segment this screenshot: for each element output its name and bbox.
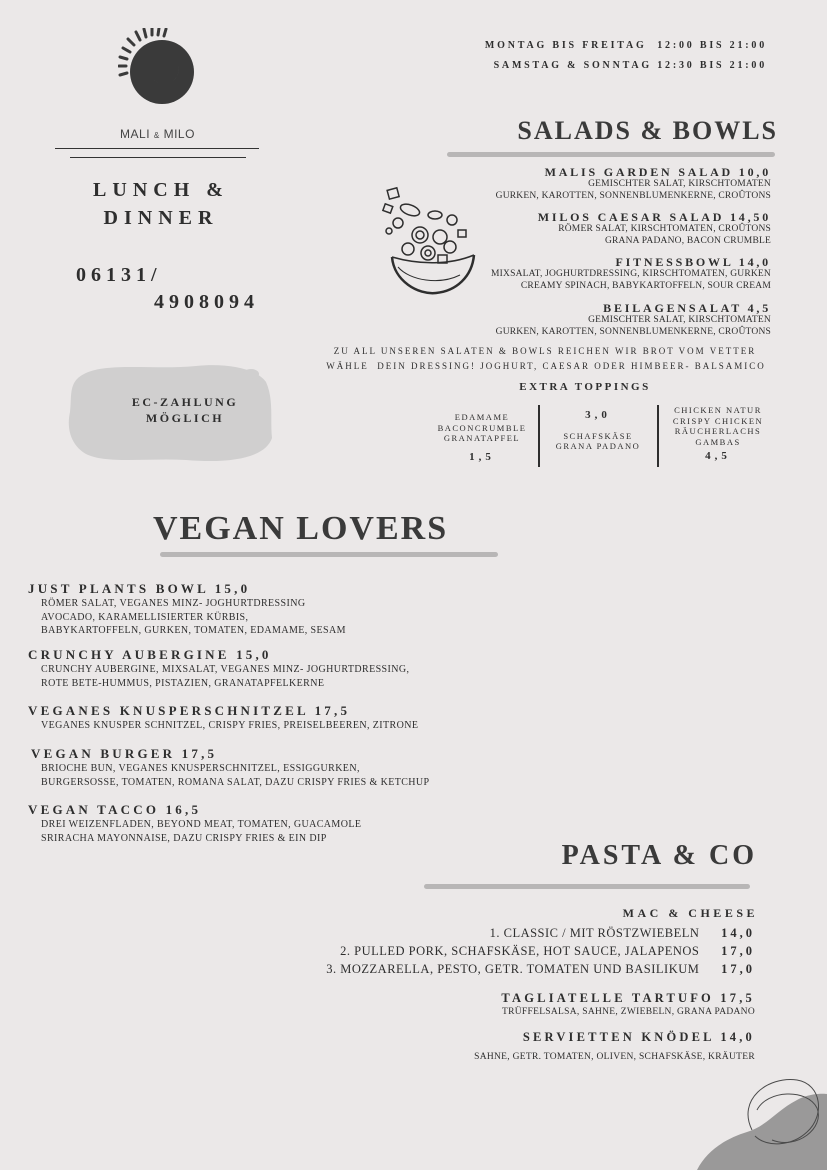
title-line-2: DINNER xyxy=(103,207,219,229)
sun-moon-logo-icon xyxy=(118,28,198,108)
vegan-item-desc: CRUNCHY AUBERGINE, MIXSALAT, VEGANES MINZ- JOGHURTDRESSING, xyxy=(41,664,410,675)
title-line-1: LUNCH & xyxy=(93,179,229,201)
salad-item-name: FITNESSBOWL 14,0 xyxy=(615,255,771,269)
ec-line-1: EC-ZAHLUNG xyxy=(131,395,239,409)
vegan-item-desc: BABYKARTOFFELN, GURKEN, TOMATEN, EDAMAME, SESAM xyxy=(41,625,346,636)
pasta-item-name: TAGLIATELLE TARTUFO 17,5 xyxy=(501,991,755,1005)
vegan-item xyxy=(28,746,430,789)
vegan-item-name: VEGAN BURGER 17,5 xyxy=(31,746,218,761)
topping-price: 3,0 xyxy=(585,409,611,421)
topping-item: GRANATAPFEL xyxy=(443,433,521,443)
topping-item: SCHAFSKÄSE xyxy=(563,430,633,441)
pasta-item xyxy=(474,1030,755,1063)
hours-weekdays: MONTAG BIS FREITAG 12:00 BIS 21:00 xyxy=(484,40,767,51)
phone-part-1: 06131/ xyxy=(76,264,162,286)
topping-item: GRANA PADANO xyxy=(555,441,641,451)
toppings-column-1 xyxy=(430,412,534,462)
vegan-item-desc: DREI WEIZENFLADEN, BEYOND MEAT, TOMATEN, GUACAMOLE xyxy=(41,819,362,830)
mac-cheese-option: 2. PULLED PORK, SCHAFSKÄSE, HOT SAUCE, JALAPENOS xyxy=(340,944,700,958)
mac-cheese-price: 17,0 xyxy=(721,962,755,976)
vegan-item-name: CRUNCHY AUBERGINE 15,0 xyxy=(28,647,272,662)
mac-cheese-row xyxy=(340,944,755,959)
salads-section-title: SALADS & BOWLS xyxy=(517,116,778,145)
ec-payment-note xyxy=(90,394,280,426)
mac-cheese-title: MAC & CHEESE xyxy=(622,906,758,920)
vegan-item-name: JUST PLANTS BOWL 15,0 xyxy=(28,581,251,596)
vegan-item-desc: ROTE BETE-HUMMUS, PISTAZIEN, GRANATAPFELKERNE xyxy=(41,677,325,689)
topping-price: 1,5 xyxy=(469,450,495,463)
mac-cheese-price: 17,0 xyxy=(721,944,755,958)
vegan-item xyxy=(28,647,409,690)
mac-cheese-price: 14,0 xyxy=(721,926,755,940)
pasta-item-desc: SAHNE, GETR. TOMATEN, OLIVEN, SCHAFSKÄSE, KRÄUTER xyxy=(474,1052,755,1062)
brand-right: MILO xyxy=(163,127,195,141)
salad-item-desc: GURKEN, KAROTTEN, SONNENBLUMENKERNE, CROÛTONS xyxy=(495,326,771,337)
salad-item-desc: GEMISCHTER SALAT, KIRSCHTOMATEN xyxy=(588,315,771,325)
salad-item-desc: CREAMY SPINACH, BABYKARTOFFELN, SOUR CREAM xyxy=(520,280,771,291)
salad-item-name: MALIS GARDEN SALAD 10,0 xyxy=(544,165,771,179)
vegan-item-name: VEGANES KNUSPERSCHNITZEL 17,5 xyxy=(28,703,351,718)
salads-brush-underline xyxy=(447,152,775,157)
mac-cheese-row xyxy=(490,926,755,941)
vegan-item xyxy=(28,581,346,638)
brand-name xyxy=(55,127,260,141)
vegan-item-desc: BURGERSOSSE, TOMATEN, ROMANA SALAT, DAZU CRISPY FRIES & KETCHUP xyxy=(41,776,430,788)
hours-weekend: SAMSTAG & SONNTAG 12:30 BIS 21:00 xyxy=(493,60,767,71)
toppings-column-3 xyxy=(662,405,774,462)
vegan-section-title: VEGAN LOVERS xyxy=(153,510,449,547)
salad-item-name: MILOS CAESAR SALAD 14,50 xyxy=(537,210,771,224)
divider-bottom xyxy=(70,157,246,158)
pasta-item-name: SERVIETTEN KNÖDEL 14,0 xyxy=(522,1030,755,1044)
vegan-item-desc: SRIRACHA MAYONNAISE, DAZU CRISPY FRIES & EIN DIP xyxy=(41,832,327,844)
vegan-item-desc: AVOCADO, KARAMELLISIERTER KÜRBIS, xyxy=(41,611,249,623)
bread-note: ZU ALL UNSEREN SALATEN & BOWLS REICHEN WIR BROT VOM VETTER xyxy=(333,346,757,356)
salad-item xyxy=(491,255,771,292)
toppings-divider xyxy=(657,405,659,467)
salad-item xyxy=(496,165,771,202)
mac-cheese-row xyxy=(326,962,755,977)
vegan-brush-underline xyxy=(160,552,498,557)
salad-item-desc: GRANA PADANO, BACON CRUMBLE xyxy=(604,235,771,246)
salad-item xyxy=(538,210,771,247)
topping-item: GAMBAS xyxy=(695,436,741,447)
salad-item-desc: GURKEN, KAROTTEN, SONNENBLUMENKERNE, CROÛTONS xyxy=(495,190,771,201)
topping-item: CHICKEN NATUR xyxy=(674,405,762,415)
vegan-item xyxy=(28,703,418,733)
topping-item: EDAMAME xyxy=(454,412,510,422)
extra-toppings-title: EXTRA TOPPINGS xyxy=(519,381,651,393)
dressing-note: WÄHLE DEIN DRESSING! JOGHURT, CAESAR ODER HIMBEER- BALSAMICO xyxy=(326,361,766,371)
salad-bowl-illustration xyxy=(380,185,480,300)
topping-item: CRISPY CHICKEN xyxy=(672,415,764,426)
topping-item: BACONCRUMBLE xyxy=(437,422,527,433)
toppings-divider xyxy=(538,405,540,467)
topping-item: RÄUCHERLACHS xyxy=(674,426,762,436)
salad-item-desc: RÖMER SALAT, KIRSCHTOMATEN, CROÛTONS xyxy=(558,224,771,234)
pasta-item xyxy=(501,991,755,1018)
vegan-item-desc: VEGANES KNUSPER SCHNITZEL, CRISPY FRIES, PREISELBEEREN, ZITRONE xyxy=(41,720,419,731)
salad-item-desc: GEMISCHTER SALAT, KIRSCHTOMATEN xyxy=(588,179,771,189)
vegan-item xyxy=(28,802,361,845)
salad-item-desc: MIXSALAT, JOGHURTDRESSING, KIRSCHTOMATEN, GURKEN xyxy=(491,269,771,279)
pasta-item-desc: TRÜFFELSALSA, SAHNE, ZWIEBELN, GRANA PADANO xyxy=(502,1007,755,1017)
salad-item-name: BEILAGENSALAT 4,5 xyxy=(603,301,771,315)
salad-item xyxy=(496,301,771,338)
toppings-column-2 xyxy=(542,410,654,452)
topping-price: 4,5 xyxy=(705,450,731,462)
abstract-shape-decoration xyxy=(657,1070,827,1170)
ec-line-2: MÖGLICH xyxy=(145,411,225,425)
vegan-item-desc: RÖMER SALAT, VEGANES MINZ- JOGHURTDRESSING xyxy=(41,598,306,609)
mac-cheese-option: 3. MOZZARELLA, PESTO, GETR. TOMATEN UND BASILIKUM xyxy=(326,962,700,976)
vegan-item-name: VEGAN TACCO 16,5 xyxy=(28,802,202,817)
phone-part-2: 4908094 xyxy=(154,291,259,313)
pasta-section-title: PASTA & CO xyxy=(561,840,757,871)
mac-cheese-option: 1. CLASSIC / MIT RÖSTZWIEBELN xyxy=(489,926,700,940)
vegan-item-desc: BRIOCHE BUN, VEGANES KNUSPERSCHNITZEL, ESSIGGURKEN, xyxy=(41,763,360,774)
pasta-brush-underline xyxy=(424,884,750,889)
divider-top xyxy=(55,148,259,149)
brand-left: MALI xyxy=(120,127,151,141)
page-title xyxy=(40,176,282,232)
brand-amp: & xyxy=(153,131,160,140)
